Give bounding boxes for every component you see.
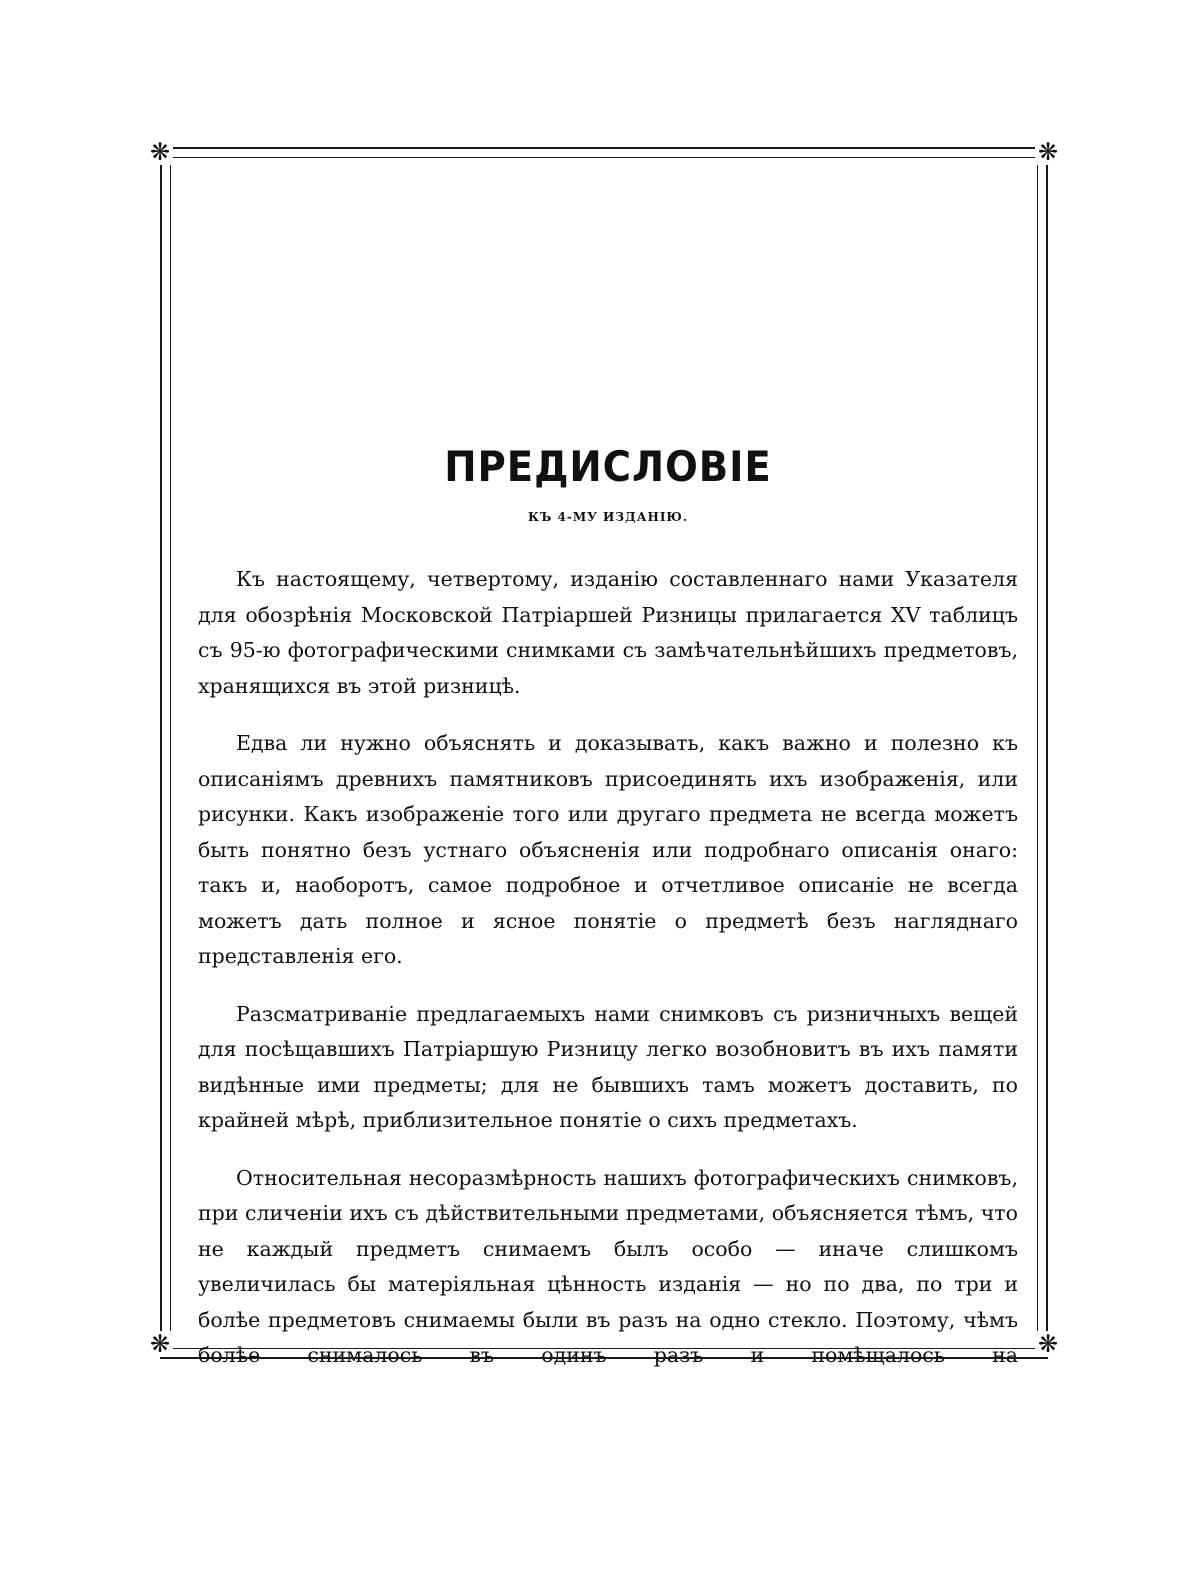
paragraph: Разсматриваніе предлагаемыхъ нами снимковъ съ ризничныхъ вещей для посѣщавшихъ Патріаршую Ризницу легко возобновитъ въ ихъ памяти видѣнные ими предметы; для не бывшихъ тамъ можетъ доставить, по крайней мѣрѣ, приблизительное понятіе о сихъ предметахъ. (198, 1001, 1018, 1132)
page-content (198, 438, 1018, 1374)
page-title: ПРЕДИСЛОВІЕ (444, 442, 772, 491)
corner-ornament-icon: ❋ (1035, 139, 1061, 165)
corner-ornament-icon: ❋ (147, 1331, 173, 1357)
paragraph: Относительная несоразмѣрность нашихъ фотографическихъ снимковъ, при сличеніи ихъ съ дѣйствительными предметами, объясняется тѣмъ, что не каждый предметъ снимаемъ былъ особо — иначе слишкомъ увеличилась бы матеріяльная цѣнность изданія — но по два, по три и болѣе предметовъ снимаемы были въ разъ на одно стекло. Поэтому, чѣмъ болѣе снималось въ одинъ разъ и помѣщалось на (198, 1165, 1018, 1367)
paragraph: Къ настоящему, четвертому, изданію составленнаго нами Указателя для обозрѣнія Московской Патріаршей Ризницы прилагается XV таблицъ съ 95-ю фотографическими снимками съ замѣчательнѣйшихъ предметовъ, хранящихся въ этой ризницѣ. (198, 567, 1018, 698)
corner-ornament-icon: ❋ (147, 139, 173, 165)
page-subtitle: КЪ 4-МУ ИЗДАНІЮ. (527, 510, 689, 524)
corner-ornament-icon: ❋ (1035, 1331, 1061, 1357)
paragraph: Едва ли нужно объяснять и доказывать, какъ важно и полезно къ описаніямъ древнихъ памятниковъ присоединять ихъ изображенія, или рисунки. Какъ изображеніе того или другаго предмета не всегда можетъ быть понятно безъ устнаго объясненія или подробнаго описанія онаго: такъ и, наоборотъ, самое подробное и отчетливое описаніе не всегда можетъ дать полное и ясное понятіе о предметѣ безъ нагляднаго представленія его. (198, 731, 1018, 968)
